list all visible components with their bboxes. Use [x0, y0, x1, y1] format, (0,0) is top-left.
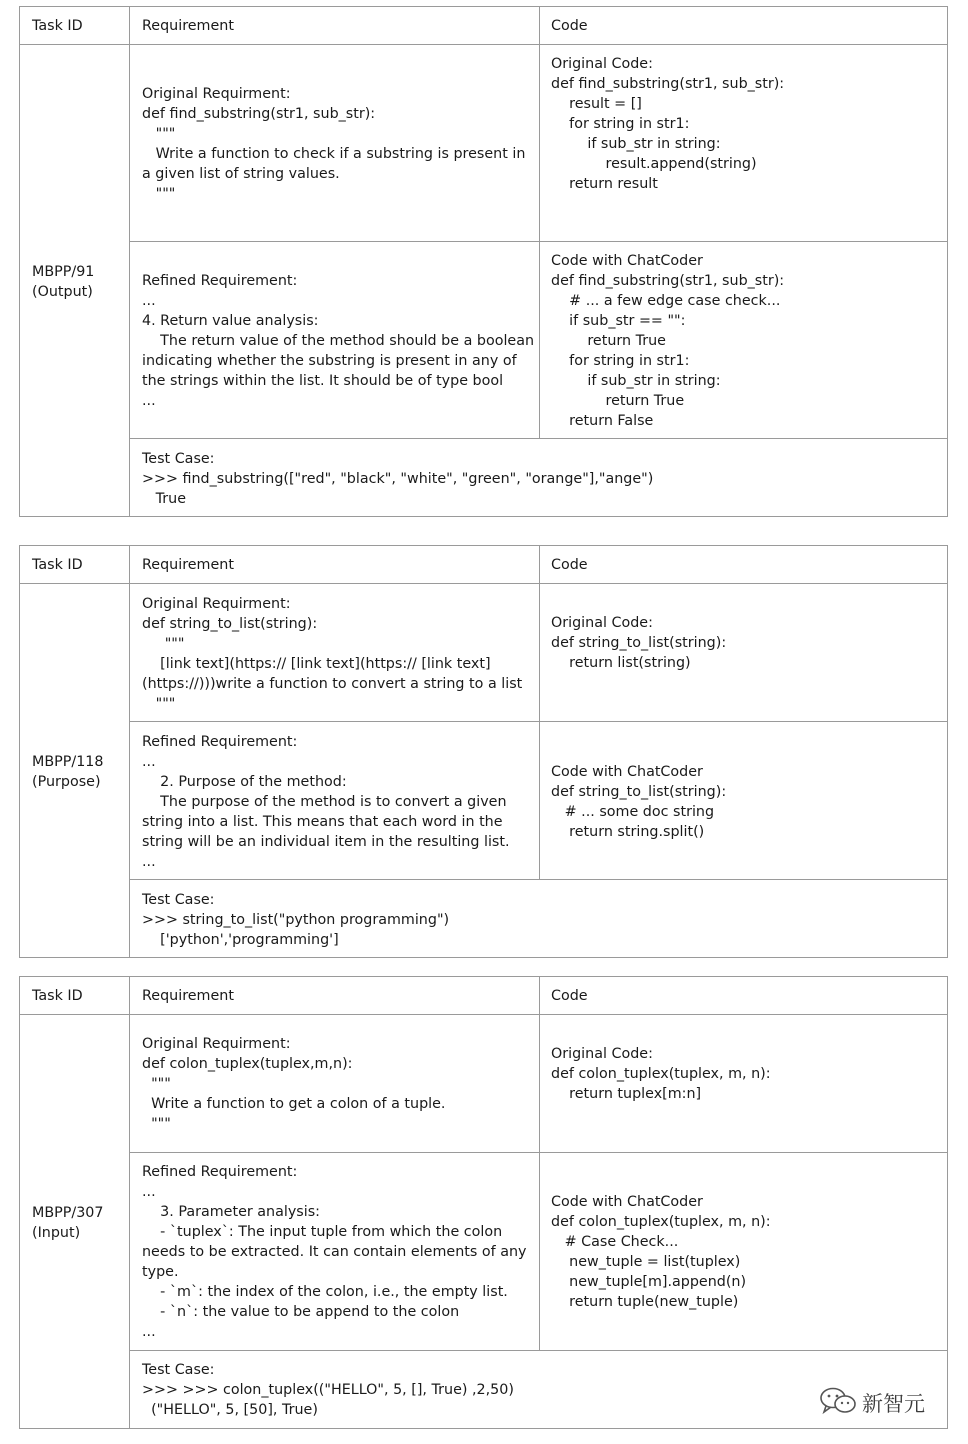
- task-id: MBPP/307 (Input): [32, 1205, 104, 1241]
- test-case: Test Case: >>> find_substring(["red", "black", "white", "green", "orange"],"ange") True: [142, 451, 654, 507]
- task-id: MBPP/91 (Output): [32, 264, 95, 300]
- refined-requirement: Refined Requirement: ... 3. Parameter analysis: - `tuplex`: The input tuple from which the colon needs to be extracted. It can contain elements of any type. - `m`: the index of the colon, i.e., the empty list. - `n`: the value to be append to the colon ...: [142, 1164, 527, 1340]
- header-code: Code: [551, 557, 588, 573]
- example-table-3: [19, 976, 948, 1429]
- test-case: Test Case: >>> >>> colon_tuplex(("HELLO", 5, [], True) ,2,50) ("HELLO", 5, [50], True): [142, 1362, 514, 1418]
- header-task-id: Task ID: [32, 18, 83, 34]
- refined-requirement: Refined Requirement: ... 4. Return value analysis: The return value of the method should be a boolean indicating whether the substring is present in any of the strings within the list. It should be of type bool ...: [142, 273, 535, 409]
- original-requirement: Original Requirment: def find_substring(str1, sub_str): """ Write a function to check if a substring is present in a given list of string values. """: [142, 86, 526, 202]
- header-requirement: Requirement: [142, 557, 234, 573]
- header-task-id: Task ID: [32, 557, 83, 573]
- example-table-2: [19, 545, 948, 958]
- refined-code: Code with ChatCoder def string_to_list(string): # ... some doc string return string.split(): [551, 764, 727, 840]
- header-code: Code: [551, 18, 588, 34]
- header-code: Code: [551, 988, 588, 1004]
- header-task-id: Task ID: [32, 988, 83, 1004]
- task-id: MBPP/118 (Purpose): [32, 754, 104, 790]
- original-code: Original Code: def string_to_list(string): return list(string): [551, 615, 727, 671]
- header-requirement: Requirement: [142, 988, 234, 1004]
- refined-requirement: Refined Requirement: ... 2. Purpose of the method: The purpose of the method is to convert a given string into a list. This means that each word in the string will be an individual item in the resulting list. ...: [142, 734, 510, 870]
- example-table-1: [19, 6, 948, 517]
- original-requirement: Original Requirment: def colon_tuplex(tuplex,m,n): """ Write a function to get a colon of a tuple. """: [142, 1036, 446, 1132]
- original-code: Original Code: def find_substring(str1, sub_str): result = [] for string in str1: if sub_str in string: result.append(string) return result: [551, 56, 785, 192]
- wechat-icon: [818, 1386, 858, 1420]
- refined-code: Code with ChatCoder def colon_tuplex(tuplex, m, n): # Case Check... new_tuple = list(tuplex) new_tuple[m].append(n) return tuple(new_tuple): [551, 1194, 771, 1310]
- original-requirement: Original Requirment: def string_to_list(string): """ [link text](https:// [link text](https:// [link text] (https://)))write a function to convert a string to a list """: [142, 596, 523, 712]
- header-requirement: Requirement: [142, 18, 234, 34]
- original-code: Original Code: def colon_tuplex(tuplex, m, n): return tuplex[m:n]: [551, 1046, 771, 1102]
- refined-code: Code with ChatCoder def find_substring(str1, sub_str): # ... a few edge case check... if sub_str == "": return True for string in str1: if sub_str in string: return True return False: [551, 253, 785, 429]
- watermark: [818, 1385, 948, 1421]
- test-case: Test Case: >>> string_to_list("python programming") ['python','programming']: [142, 892, 450, 948]
- watermark-text: 新智元: [862, 1392, 925, 1416]
